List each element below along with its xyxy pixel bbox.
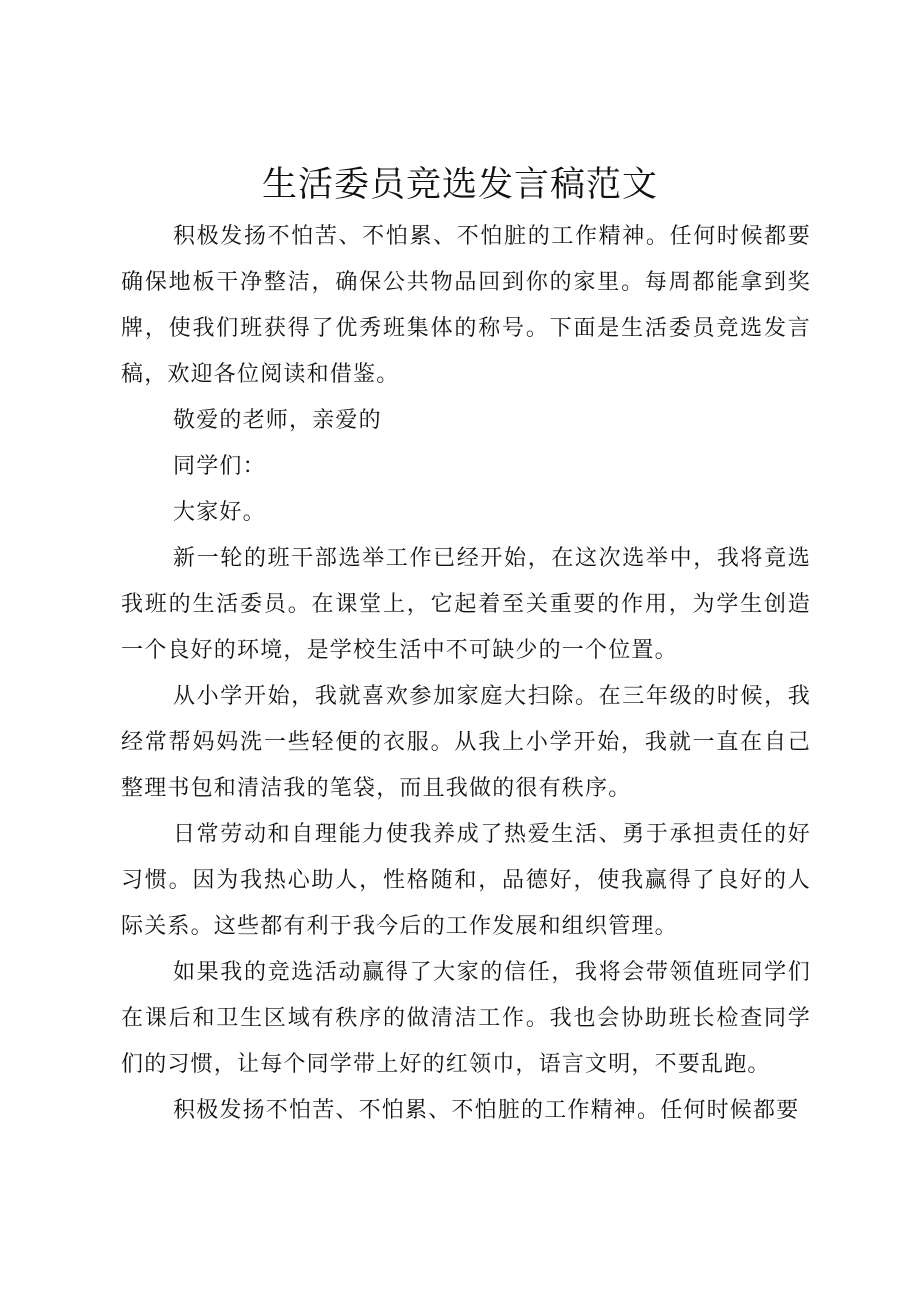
salutation-line: 同学们： bbox=[173, 454, 266, 479]
body-paragraph: 日常劳动和自理能力使我养成了热爱生活、勇于承担责任的好习惯。因为我热心助人，性格随和，品德好，使我赢得了良好的人际关系。这些都有利于我今后的工作发展和组织管理。 bbox=[121, 822, 811, 939]
salutation-line: 敬爱的老师，亲爱的 bbox=[173, 408, 382, 433]
intro-paragraph: 积极发扬不怕苦、不怕累、不怕脏的工作精神。任何时候都要确保地板干净整洁，确保公共物品回到你的家里。每周都能拿到奖牌，使我们班获得了优秀班集体的称号。下面是生活委员竞选发言稿，欢迎各位阅读和借鉴。 bbox=[121, 224, 811, 387]
body-paragraph: 积极发扬不怕苦、不怕累、不怕脏的工作精神。任何时候都要 bbox=[173, 1098, 800, 1123]
document-title: 生活委员竞选发言稿范文 bbox=[261, 165, 658, 205]
body-paragraph: 如果我的竞选活动赢得了大家的信任，我将会带领值班同学们在课后和卫生区域有秩序的做清洁工作。我也会协助班长检查同学们的习惯，让每个同学带上好的红领巾，语言文明，不要乱跑。 bbox=[121, 960, 811, 1077]
body-paragraph: 新一轮的班干部选举工作已经开始，在这次选举中，我将竟选我班的生活委员。在课堂上，它起着至关重要的作用，为学生创造一个良好的环境，是学校生活中不可缺少的一个位置。 bbox=[121, 546, 811, 663]
document-body bbox=[121, 214, 811, 1134]
body-paragraph: 从小学开始，我就喜欢参加家庭大扫除。在三年级的时候，我经常帮妈妈洗一些轻便的衣服。从我上小学开始，我就一直在自己整理书包和清洁我的笔袋，而且我做的很有秩序。 bbox=[121, 684, 811, 801]
greeting-line: 大家好。 bbox=[173, 500, 266, 525]
